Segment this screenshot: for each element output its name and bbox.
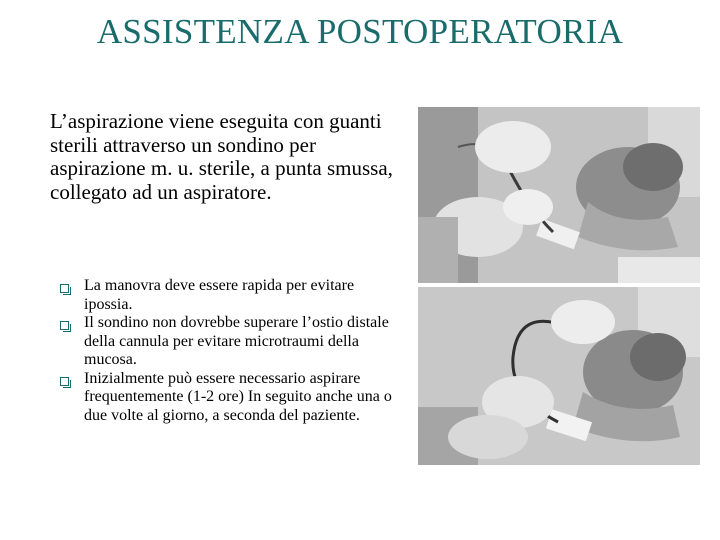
bullet-text: Inizialmente può essere necessario aspirare frequentemente (1-2 ore) In seguito anche una o due volte al giorno, a seconda del paziente. <box>84 369 392 424</box>
square-bullet-icon <box>60 377 69 386</box>
bullet-text: La manovra deve essere rapida per evitare ipossia. <box>84 277 355 313</box>
bullet-item <box>60 370 405 426</box>
bullet-text: Il sondino non dovrebbe superare l’ostio distale della cannula per evitare microtraumi della mucosa. <box>84 314 389 368</box>
bullet-item <box>60 277 405 314</box>
suction-procedure-photo-top <box>418 107 700 283</box>
square-bullet-icon <box>60 284 69 293</box>
square-bullet-icon <box>60 321 69 330</box>
bullet-list <box>60 277 405 425</box>
suction-procedure-photo-bottom <box>418 287 700 465</box>
intro-paragraph: L’aspirazione viene eseguita con guanti sterili attraverso un sondino per aspirazione m. u. sterile, a punta smussa, collegato ad un aspiratore. <box>50 109 393 204</box>
slide-title: ASSISTENZA POSTOPERATORIA <box>96 12 624 51</box>
bullet-item <box>60 314 405 370</box>
